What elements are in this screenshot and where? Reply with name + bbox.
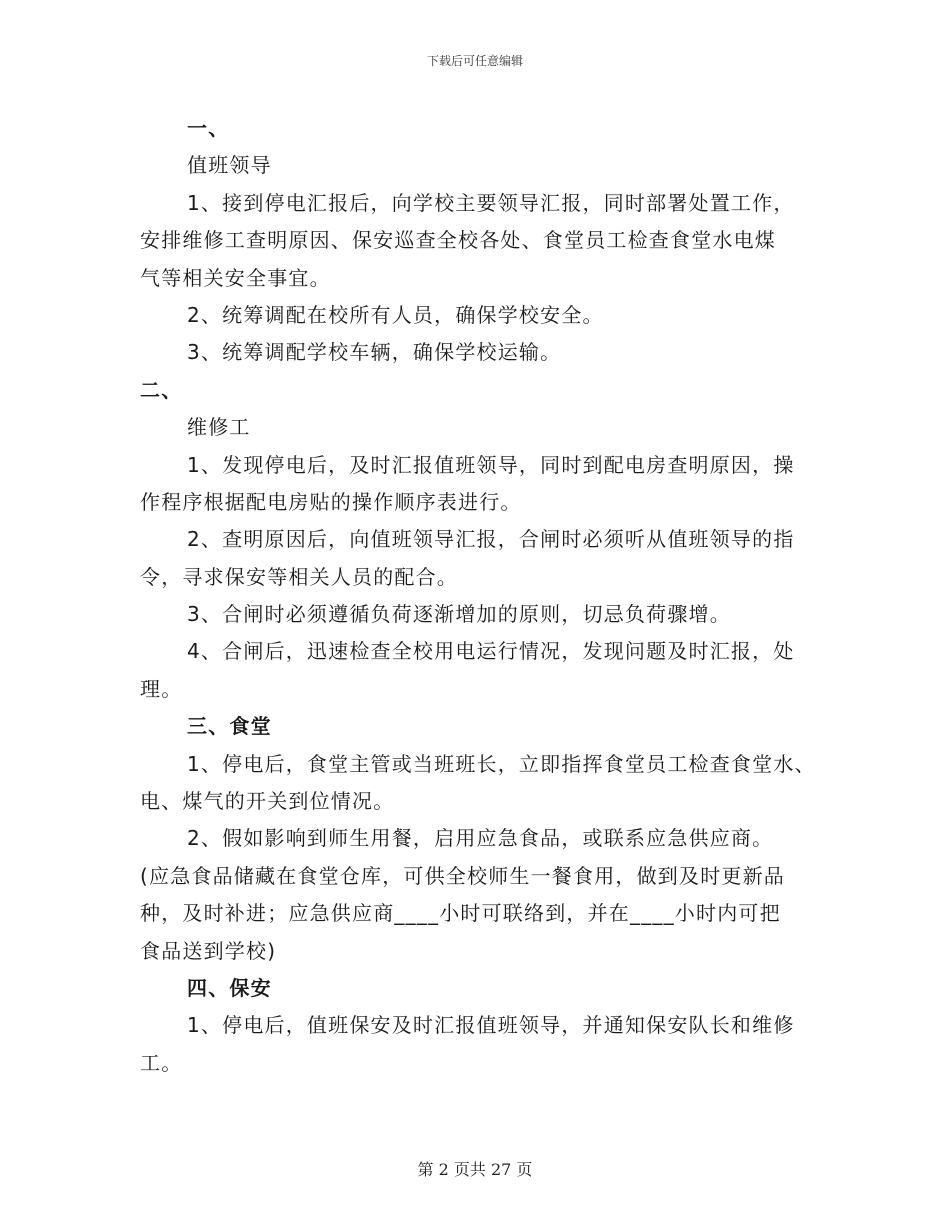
- paragraph-line: 1、停电后，食堂主管或当班班长，立即指挥食堂员工检查食堂水、: [187, 751, 816, 776]
- section-role-2: 维修工: [187, 415, 251, 440]
- paragraph-line: 气等相关安全事宜。: [140, 265, 331, 290]
- paragraph-line: 理。: [140, 676, 183, 701]
- paragraph-line: 3、统筹调配学校车辆，确保学校运输。: [187, 340, 562, 365]
- paragraph-line: 4、合闸后，迅速检查全校用电运行情况，发现问题及时汇报，处: [187, 639, 795, 664]
- section-heading-3: 三、食堂: [187, 714, 272, 739]
- paragraph-line: 2、假如影响到师生用餐，启用应急食品，或联系应急供应商。: [187, 826, 774, 851]
- paragraph-line: 2、查明原因后，向值班领导汇报，合闸时必须听从值班领导的指: [187, 527, 795, 552]
- paragraph-line: 工。: [140, 1050, 183, 1075]
- page-header: 下载后可任意编辑: [426, 54, 523, 68]
- note-line: 食品送到学校): [140, 938, 277, 963]
- page-footer: 第 2 页共 27 页: [417, 1160, 533, 1179]
- paragraph-line: 2、统筹调配在校所有人员，确保学校安全。: [187, 302, 604, 327]
- section-heading-4: 四、保安: [187, 975, 272, 1000]
- paragraph-line: 作程序根据配电房贴的操作顺序表进行。: [140, 489, 522, 514]
- paragraph-line: 1、接到停电汇报后，向学校主要领导汇报，同时部署处置工作，: [187, 190, 795, 215]
- section-heading-1: 一、: [187, 116, 230, 140]
- paragraph-line: 1、发现停电后，及时汇报值班领导，同时到配电房查明原因，操: [187, 452, 795, 477]
- section-role-1: 值班领导: [187, 153, 272, 178]
- paragraph-line: 安排维修工查明原因、保安巡查全校各处、食堂员工检查食堂水电煤: [140, 228, 776, 253]
- paragraph-line: 3、合闸时必须遵循负荷逐渐增加的原则，切忌负荷骤增。: [187, 602, 731, 627]
- paragraph-line: 令，寻求保安等相关人员的配合。: [140, 564, 458, 589]
- document-body: [140, 110, 830, 1082]
- paragraph-line: 1、停电后，值班保安及时汇报值班领导，并通知保安队长和维修: [187, 1013, 795, 1038]
- section-heading-2: 二、: [140, 377, 183, 402]
- note-line: 种，及时补进；应急供应商____小时可联络到，并在____小时内可把: [140, 901, 781, 926]
- note-line: (应急食品储藏在食堂仓库，可供全校师生一餐食用，做到及时更新品: [140, 863, 786, 888]
- paragraph-line: 电、煤气的开关到位情况。: [140, 789, 395, 814]
